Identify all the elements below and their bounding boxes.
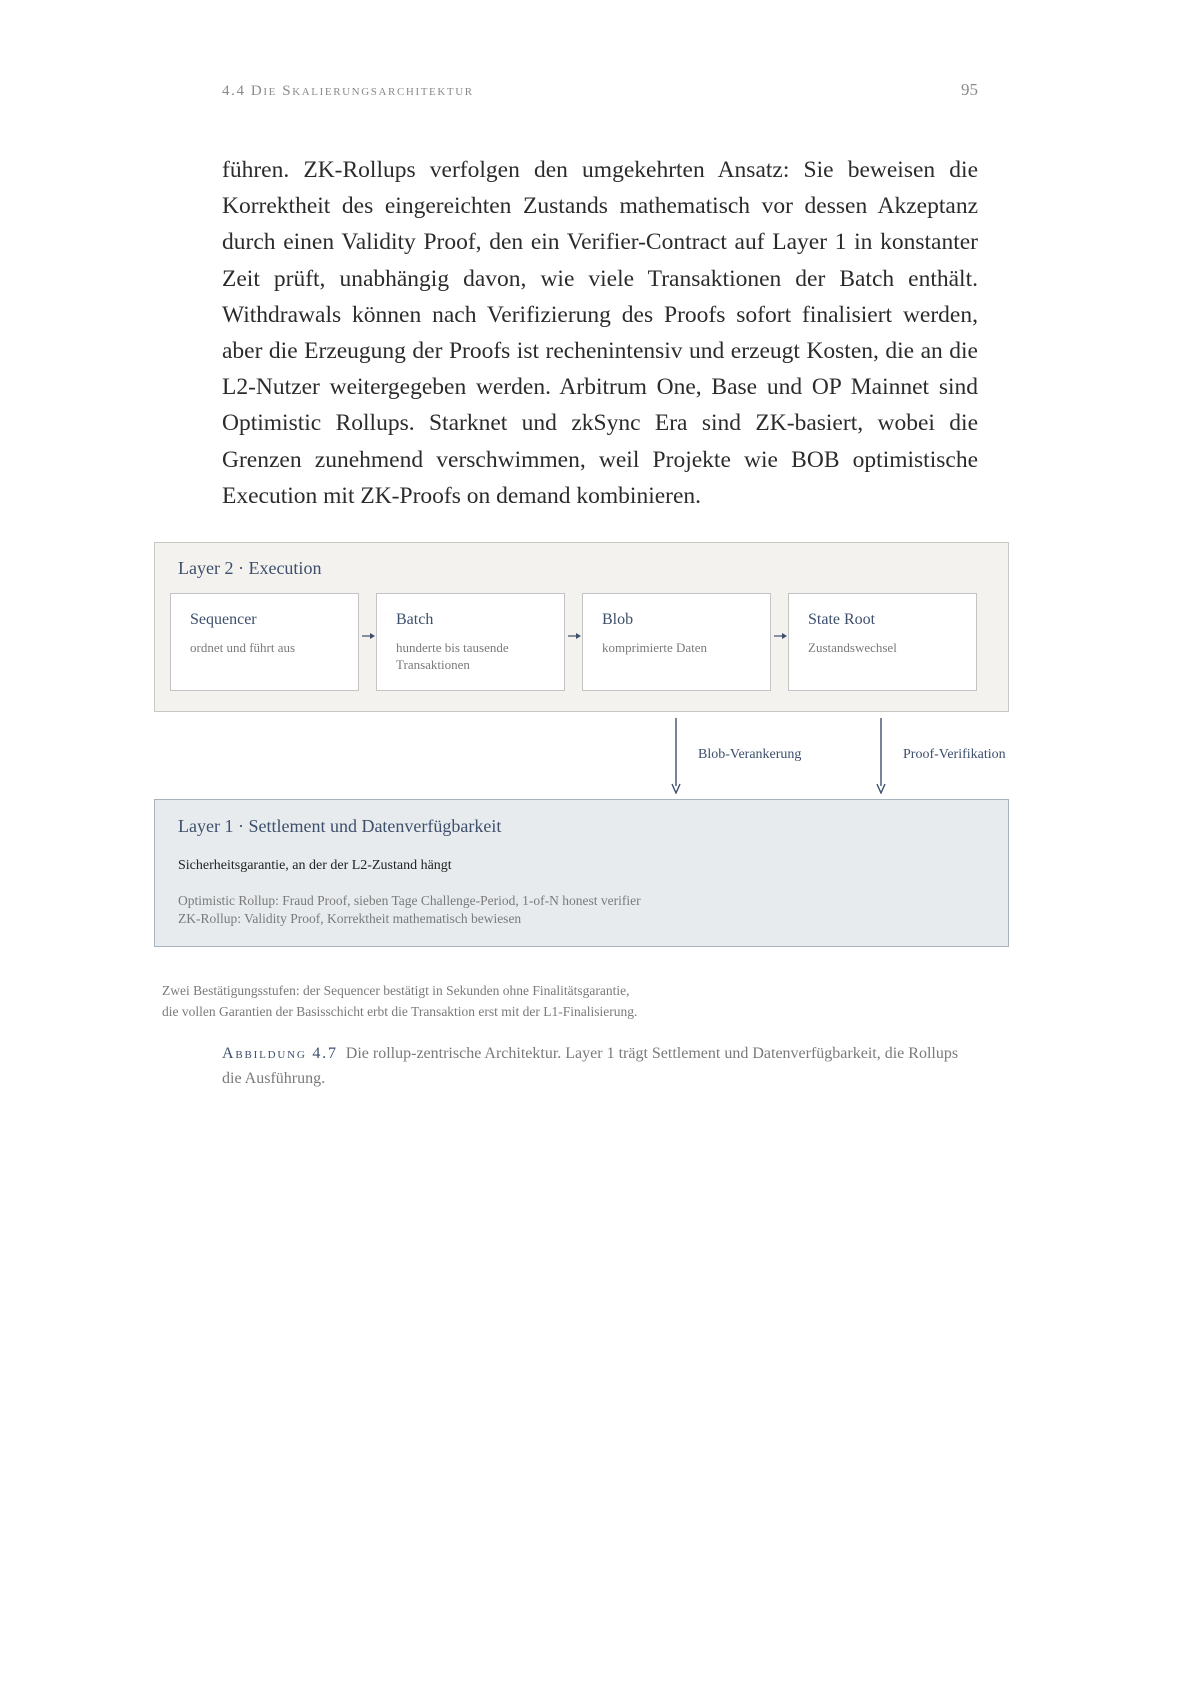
flow-arrow-icon xyxy=(773,631,789,641)
stage-name: State Root xyxy=(808,611,876,628)
layer2-title: Layer 2 · Execution xyxy=(178,558,322,578)
stage-blob xyxy=(582,593,771,691)
optimistic-rollup-line: Optimistic Rollup: Fraud Proof, sieben Tage Challenge-Period, 1-of-N honest verifier xyxy=(178,893,641,908)
blob-anchoring-label: Blob-Verankerung xyxy=(698,747,802,762)
section-title: 4.4 Die Skalierungsarchitektur xyxy=(222,83,474,99)
stage-description: ordnet und führt aus xyxy=(190,640,296,655)
layer1-panel xyxy=(154,799,1009,947)
proof-verification-label: Proof-Verifikation xyxy=(903,747,1006,762)
body-paragraph: führen. ZK-Rollups verfolgen den umgekehrten Ansatz: Sie beweisen die Korrektheit des eingereichten Zustands mathematisch vor dessen Akzeptanz durch einen Validity Proof, den ein Verifier-Contract auf Layer 1 in konstanter Zeit prüft, unabhängig davon, wie viele Transaktionen der Batch enthält. Withdrawals können nach Verifizierung des Proofs sofort finalisiert werden, aber die Erzeugung der Proofs ist rechenintensiv und erzeugt Kosten, die an die L2-Nutzer weitergegeben werden. Arbitrum One, Base und OP Mainnet sind Optimistic Rollups. Starknet und zkSync Era sind ZK-basiert, wobei die Grenzen zunehmend verschwimmen, weil Projekte wie BOB optimistische Execution mit ZK-Proofs on demand kombinieren. xyxy=(222,157,978,509)
figure-note-line: die vollen Garantien der Basisschicht erbt die Transaktion erst mit der L1-Finalisierung. xyxy=(162,1004,638,1019)
layer2-panel xyxy=(154,542,1009,712)
page-number: 95 xyxy=(961,80,978,99)
down-arrow-icon xyxy=(669,718,683,794)
zk-rollup-line: ZK-Rollup: Validity Proof, Korrektheit mathematisch bewiesen xyxy=(178,911,522,926)
stage-description: komprimierte Daten xyxy=(602,640,708,655)
running-head xyxy=(222,80,978,100)
rollup-details xyxy=(178,892,641,928)
caption-text: Die rollup-zentrische Architektur. Layer 1 trägt Settlement und Datenverfügbarkeit, die Rollups die Ausführung. xyxy=(222,1045,959,1087)
stage-name: Blob xyxy=(602,611,634,628)
figure-note-line: Zwei Bestätigungsstufen: der Sequencer bestätigt in Sekunden ohne Finalitätsgarantie, xyxy=(162,983,630,998)
flow-arrow-icon xyxy=(567,631,583,641)
down-arrow-icon xyxy=(874,718,888,794)
stage-description: Zustandswechsel xyxy=(808,640,897,655)
flow-arrow-icon xyxy=(361,631,377,641)
stage-batch xyxy=(376,593,565,691)
security-guarantee: Sicherheitsgarantie, an der der L2-Zustand hängt xyxy=(178,858,452,873)
figure-note xyxy=(162,980,637,1022)
figure-caption xyxy=(222,1041,978,1091)
stage-name: Batch xyxy=(396,611,434,628)
layer1-title: Layer 1 · Settlement und Datenverfügbarkeit xyxy=(178,816,502,836)
stage-name: Sequencer xyxy=(190,611,257,628)
stage-sequencer xyxy=(170,593,359,691)
stage-state-root xyxy=(788,593,977,691)
caption-label: Abbildung 4.7 xyxy=(222,1045,338,1062)
stage-description: hunderte bis tausende Transaktionen xyxy=(396,640,509,672)
